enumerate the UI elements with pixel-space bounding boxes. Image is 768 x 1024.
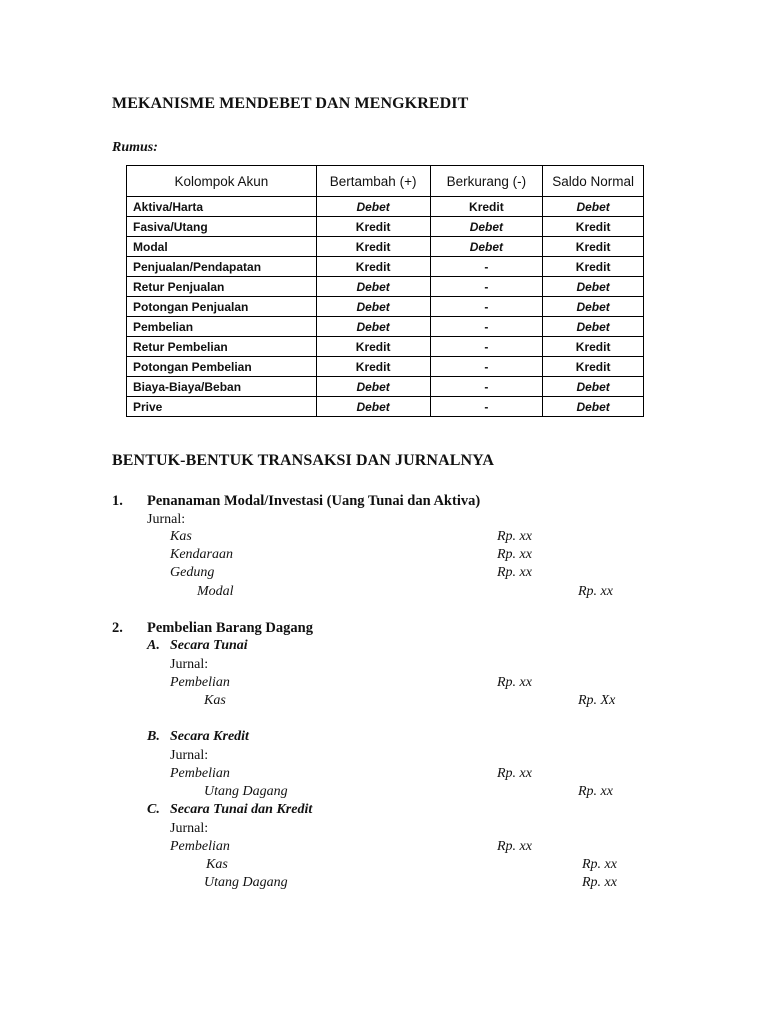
sub-a-debit-pembelian: Rp. xx — [497, 675, 532, 690]
table-row — [127, 357, 644, 377]
account-table — [126, 165, 644, 417]
sub-b-account-utang-dagang: Utang Dagang — [204, 784, 288, 799]
table-row — [127, 217, 644, 237]
cell-saldo-normal: Debet — [543, 297, 644, 317]
sub-a-jurnal-label: Jurnal: — [170, 657, 209, 672]
section-title: BENTUK-BENTUK TRANSAKSI DAN JURNALNYA — [112, 452, 494, 469]
cell-bertambah: Kredit — [316, 337, 430, 357]
sub-c-account-kas: Kas — [206, 857, 228, 872]
header-saldo-normal: Saldo Normal — [543, 166, 644, 197]
sub-b-jurnal-label: Jurnal: — [170, 748, 209, 763]
item1-credit-modal: Rp. xx — [578, 584, 613, 599]
cell-berkurang: - — [430, 357, 543, 377]
item1-title: Penanaman Modal/Investasi (Uang Tunai dan Aktiva) — [147, 493, 481, 509]
header-kelompok-akun: Kolompok Akun — [127, 166, 317, 197]
cell-kelompok-akun: Retur Penjualan — [127, 277, 317, 297]
item1-jurnal-label: Jurnal: — [147, 512, 186, 527]
cell-bertambah: Debet — [316, 317, 430, 337]
item1-account-modal: Modal — [197, 584, 234, 599]
sub-a-title: Secara Tunai — [170, 638, 248, 653]
item2-title: Pembelian Barang Dagang — [147, 620, 313, 636]
cell-saldo-normal: Kredit — [543, 257, 644, 277]
cell-kelompok-akun: Prive — [127, 397, 317, 417]
cell-berkurang: - — [430, 257, 543, 277]
sub-a-account-kas: Kas — [204, 693, 226, 708]
cell-kelompok-akun: Fasiva/Utang — [127, 217, 317, 237]
sub-c-credit-utang-dagang: Rp. xx — [582, 875, 617, 890]
cell-bertambah: Debet — [316, 277, 430, 297]
table-row — [127, 337, 644, 357]
sub-c-account-utang-dagang: Utang Dagang — [204, 875, 288, 890]
sub-a-account-pembelian: Pembelian — [170, 675, 230, 690]
sub-b-letter: B. — [147, 729, 160, 744]
table-row — [127, 397, 644, 417]
cell-bertambah: Debet — [316, 377, 430, 397]
item1-account-kendaraan: Kendaraan — [170, 547, 233, 562]
rumus-label: Rumus: — [112, 140, 158, 155]
cell-saldo-normal: Debet — [543, 397, 644, 417]
cell-berkurang: - — [430, 297, 543, 317]
cell-berkurang: - — [430, 377, 543, 397]
header-bertambah: Bertambah (+) — [316, 166, 430, 197]
cell-berkurang: - — [430, 277, 543, 297]
table-row — [127, 297, 644, 317]
sub-c-title: Secara Tunai dan Kredit — [170, 802, 313, 817]
cell-bertambah: Debet — [316, 197, 430, 217]
sub-c-debit-pembelian: Rp. xx — [497, 839, 532, 854]
table-body — [127, 197, 644, 417]
table-row — [127, 377, 644, 397]
sub-b-credit-utang-dagang: Rp. xx — [578, 784, 613, 799]
item1-debit-kas: Rp. xx — [497, 529, 532, 544]
cell-berkurang: - — [430, 317, 543, 337]
cell-bertambah: Debet — [316, 297, 430, 317]
table-row — [127, 277, 644, 297]
cell-saldo-normal: Debet — [543, 197, 644, 217]
table-row — [127, 317, 644, 337]
cell-kelompok-akun: Aktiva/Harta — [127, 197, 317, 217]
cell-berkurang: - — [430, 397, 543, 417]
cell-bertambah: Debet — [316, 397, 430, 417]
sub-c-credit-kas: Rp. xx — [582, 857, 617, 872]
table-row — [127, 197, 644, 217]
sub-c-letter: C. — [147, 802, 160, 817]
item2-number: 2. — [112, 620, 123, 636]
cell-saldo-normal: Kredit — [543, 217, 644, 237]
cell-saldo-normal: Kredit — [543, 357, 644, 377]
sub-b-account-pembelian: Pembelian — [170, 766, 230, 781]
table-row — [127, 237, 644, 257]
cell-saldo-normal: Debet — [543, 317, 644, 337]
table-row — [127, 257, 644, 277]
item1-debit-gedung: Rp. xx — [497, 565, 532, 580]
cell-berkurang: Kredit — [430, 197, 543, 217]
sub-b-title: Secara Kredit — [170, 729, 249, 744]
cell-berkurang: - — [430, 337, 543, 357]
cell-bertambah: Kredit — [316, 357, 430, 377]
cell-kelompok-akun: Penjualan/Pendapatan — [127, 257, 317, 277]
table-header-row — [127, 166, 644, 197]
cell-bertambah: Kredit — [316, 237, 430, 257]
cell-saldo-normal: Kredit — [543, 337, 644, 357]
cell-kelompok-akun: Retur Pembelian — [127, 337, 317, 357]
cell-bertambah: Kredit — [316, 257, 430, 277]
cell-kelompok-akun: Potongan Penjualan — [127, 297, 317, 317]
sub-c-account-pembelian: Pembelian — [170, 839, 230, 854]
cell-kelompok-akun: Pembelian — [127, 317, 317, 337]
cell-bertambah: Kredit — [316, 217, 430, 237]
cell-saldo-normal: Debet — [543, 277, 644, 297]
sub-b-debit-pembelian: Rp. xx — [497, 766, 532, 781]
sub-a-credit-kas: Rp. Xx — [578, 693, 616, 708]
cell-saldo-normal: Debet — [543, 377, 644, 397]
cell-saldo-normal: Kredit — [543, 237, 644, 257]
cell-kelompok-akun: Modal — [127, 237, 317, 257]
page-title: MEKANISME MENDEBET DAN MENGKREDIT — [112, 95, 469, 112]
sub-a-letter: A. — [147, 638, 160, 653]
cell-kelompok-akun: Potongan Pembelian — [127, 357, 317, 377]
header-berkurang: Berkurang (-) — [430, 166, 543, 197]
cell-berkurang: Debet — [430, 217, 543, 237]
item1-account-gedung: Gedung — [170, 565, 215, 580]
cell-berkurang: Debet — [430, 237, 543, 257]
item1-number: 1. — [112, 493, 123, 509]
item1-account-kas: Kas — [170, 529, 192, 544]
sub-c-jurnal-label: Jurnal: — [170, 821, 209, 836]
item1-debit-kendaraan: Rp. xx — [497, 547, 532, 562]
cell-kelompok-akun: Biaya-Biaya/Beban — [127, 377, 317, 397]
